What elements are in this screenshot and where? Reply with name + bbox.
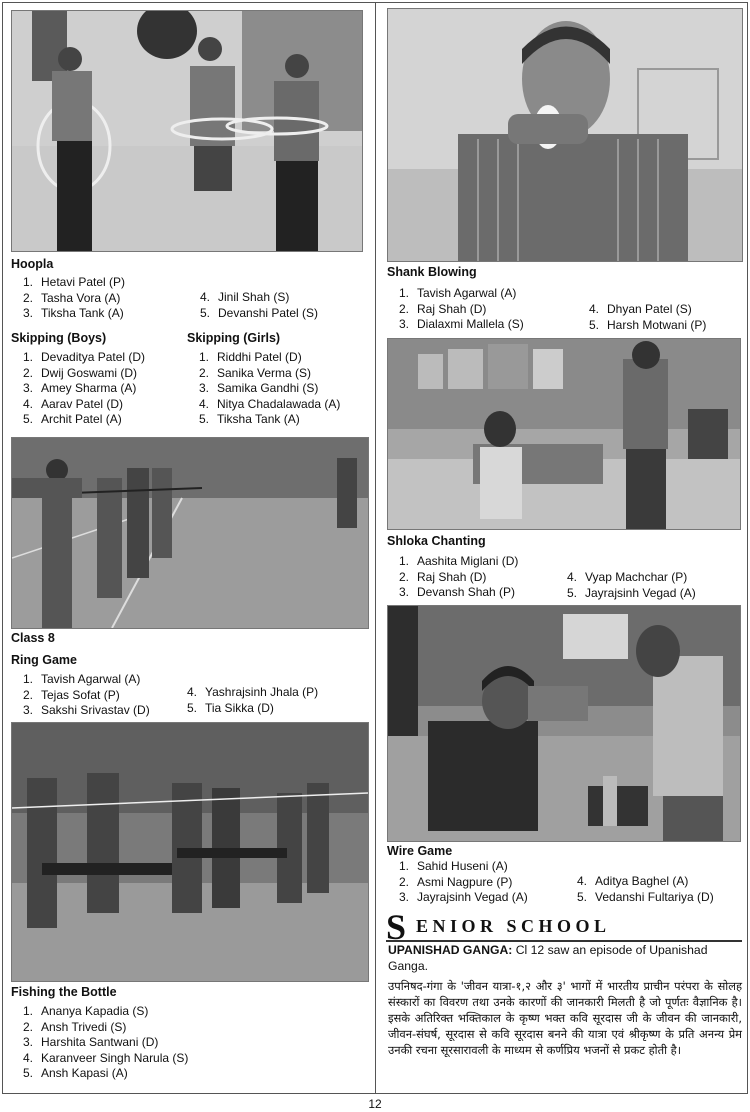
list-item: 2. Raj Shah (D) [398,569,487,584]
ring-game-title: Ring Game [11,653,77,667]
list-item: 5. Vedanshi Fultariya (D) [576,889,714,904]
class-heading: Class 8 [11,631,55,645]
list-item: 5. Tia Sikka (D) [186,700,274,715]
ring-game-list-left [11,672,150,719]
list-item: 4. Vyap Machchar (P) [566,570,688,584]
hoopla-title: Hoopla [11,257,54,271]
skipping-girls-list [187,350,340,428]
list-item: 5. Tiksha Tank (A) [198,412,300,426]
list-item: 1. Sahid Huseni (A) [398,859,508,873]
shank-list-right [577,302,706,333]
shloka-photo [387,338,741,530]
list-item: 3. Samika Gandhi (S) [198,381,319,395]
hoopla-list-right [188,290,318,321]
list-item: 3. Dialaxmi Mallela (S) [398,317,524,331]
page-number: 12 [368,1097,382,1111]
ring-game-photo [11,437,369,629]
ring-game-list-right [175,685,318,716]
list-item: 4. Jinil Shah (S) [199,290,290,304]
shank-list-left [387,286,524,333]
list-item: 2. Dwij Goswami (D) [22,365,137,380]
list-item: 2. Tejas Sofat (P) [22,687,120,702]
list-item: 4. Karanveer Singh Narula (S) [22,1050,189,1065]
wire-game-list-right [565,874,714,905]
list-item: 5. Ansh Kapasi (A) [22,1066,128,1080]
wire-game-title: Wire Game [387,844,453,858]
senior-heading-rest: ENIOR SCHOOL [416,916,611,936]
fishing-title: Fishing the Bottle [11,985,117,999]
hindi-paragraph: उपनिषद-गंगा के 'जीवन यात्रा-१,२ और ३' भागों में भारतीय प्राचीन परंपरा के सोलह संस्कारों का विवरण तथा उनके कारणों की जानकारी मिलती है जो पूर्णतः वैज्ञानिक है। इसके अतिरिक्त भक्तिकाल के कृष्ण भक्त कवि सूरदास जी के जीवन की जानकारी, जीवन-संघर्ष, सूरदास से कवि सूरदास बनने की यात्रा एवं श्रीकृष्ण के प्रति अनन्य प्रेम उनकी रचना सूरसारावली के माध्यम से कर्णप्रिय भजनों से प्रकट होती है। [388,979,742,1057]
hoopla-photo [11,10,363,252]
skipping-boys-title: Skipping (Boys) [11,331,107,345]
upanishad-label: UPANISHAD GANGA: [388,943,513,957]
list-item: 4. Yashrajsinh Jhala (P) [186,685,319,699]
list-item: 2. Asmi Nagpure (P) [398,874,513,889]
list-item: 4. Dhyan Patel (S) [588,302,692,316]
list-item: 4. Nitya Chadalawada (A) [198,396,341,411]
column-divider [375,2,376,1094]
list-item: 1. Aashita Miglani (D) [398,554,519,568]
list-item: 3. Harshita Santwani (D) [22,1035,159,1049]
list-item: 1. Tavish Agarwal (A) [22,672,141,686]
shloka-list-right [555,570,696,601]
list-item: 5. Harsh Motwani (P) [588,317,707,332]
upanishad-paragraph [388,942,740,974]
list-item: 3. Tiksha Tank (A) [22,306,124,320]
skipping-boys-list [11,350,145,428]
wire-game-list-left [387,859,528,906]
list-item: 2. Ansh Trivedi (S) [22,1019,127,1034]
list-item: 4. Aarav Patel (D) [22,396,124,411]
wire-game-photo [387,605,741,842]
list-item: 2. Sanika Verma (S) [198,365,312,380]
fishing-photo [11,722,369,982]
list-item: 3. Amey Sharma (A) [22,381,137,395]
skipping-girls-title: Skipping (Girls) [187,331,281,345]
hoopla-list-left [11,275,125,322]
list-item: 3. Jayrajsinh Vegad (A) [398,890,528,904]
list-item: 3. Sakshi Srivastav (D) [22,703,150,717]
list-item: 3. Devansh Shah (P) [398,585,516,599]
list-item: 1. Ananya Kapadia (S) [22,1004,149,1018]
list-item: 5. Archit Patel (A) [22,412,122,426]
list-item: 5. Jayrajsinh Vegad (A) [566,585,696,600]
fishing-list [11,1004,188,1082]
shloka-list-left [387,554,518,601]
senior-school-heading [386,907,742,947]
list-item: 2. Raj Shah (D) [398,301,487,316]
upanishad-text: Cl 12 saw an episode of Upanishad Ganga. [388,943,708,973]
list-item: 5. Devanshi Patel (S) [199,305,319,320]
list-item: 4. Aditya Baghel (A) [576,874,689,888]
list-item: 1. Hetavi Patel (P) [22,275,126,289]
list-item: 2. Tasha Vora (A) [22,290,121,305]
shloka-title: Shloka Chanting [387,534,486,548]
shank-photo [387,8,743,262]
list-item: 1. Tavish Agarwal (A) [398,286,517,300]
senior-heading-initial: S [386,907,407,947]
list-item: 1. Riddhi Patel (D) [198,350,302,364]
shank-title: Shank Blowing [387,265,477,279]
list-item: 1. Devaditya Patel (D) [22,350,146,364]
